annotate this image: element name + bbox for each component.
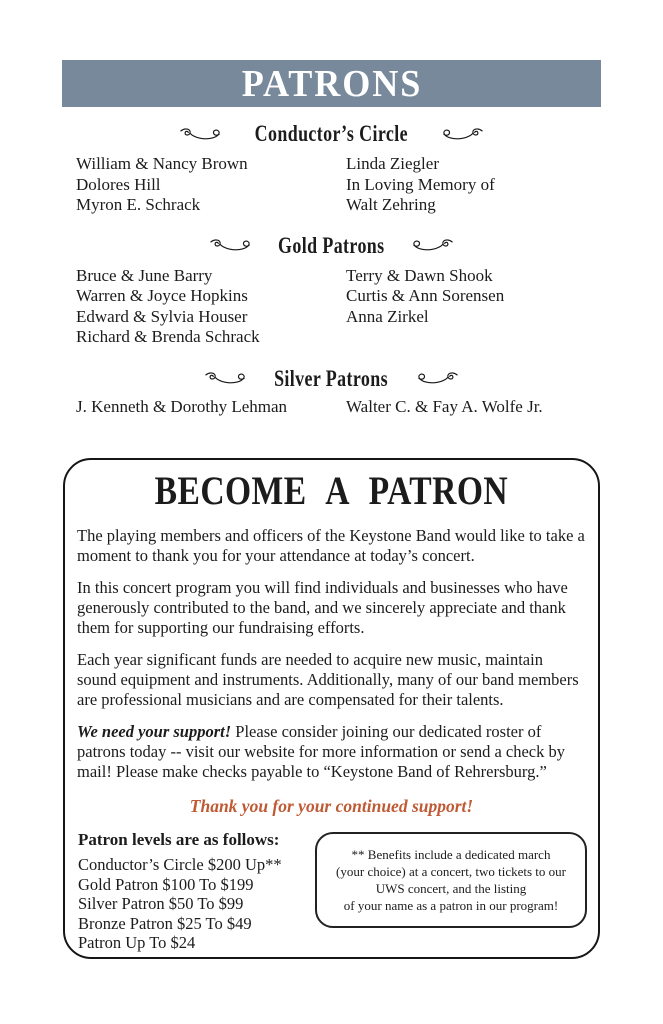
section-heading-gold-patrons — [0, 231, 663, 261]
page-title: PATRONS — [241, 62, 422, 105]
support-lead: We need your support! — [77, 722, 232, 741]
patron-name: Linda Ziegler — [346, 154, 439, 173]
become-a-patron-title-row — [76, 468, 587, 514]
names-column-right — [346, 154, 495, 216]
patron-name: William & Nancy Brown — [76, 154, 248, 173]
benefits-line: ** Benefits include a dedicated march — [351, 847, 551, 862]
section-heading-conductors-circle — [0, 119, 663, 149]
patron-name: Edward & Sylvia Houser — [76, 306, 248, 326]
gold-patrons-names — [76, 266, 663, 348]
patron-name: Walter C. & Fay A. Wolfe Jr. — [346, 396, 543, 416]
support-rest: Please consider joining our dedicated roster of patrons today -- visit our website for more information or send a check by mail! Please make checks payable to “Keystone Band of Rehrersburg.” — [77, 722, 565, 781]
section-title-conductors-circle: Conductor’s Circle — [254, 121, 409, 146]
patron-level-item: Gold Patron $100 To $199 — [78, 874, 254, 894]
flourish-right-icon — [440, 127, 484, 142]
levels-and-benefits-row — [76, 830, 587, 953]
become-a-patron-box — [63, 458, 600, 959]
funds-paragraph: Each year significant funds are needed to acquire new music, maintain sound equipment and instruments. Additionally, many of our band members are professional musicians and are compensated for their talents. — [77, 650, 579, 709]
patron-name: Richard & Brenda Schrack — [76, 327, 260, 346]
patron-name: Walt Zehring — [346, 195, 436, 214]
flourish-right-icon — [415, 371, 459, 386]
patron-name: Warren & Joyce Hopkins — [76, 286, 248, 305]
benefits-note-box — [315, 832, 587, 928]
patron-name: Curtis & Ann Sorensen — [346, 286, 505, 305]
section-title-gold-patrons: Gold Patrons — [278, 232, 385, 258]
benefits-line: of your name as a patron in our program! — [343, 898, 559, 913]
names-column-left — [76, 154, 346, 216]
patron-level-item: Silver Patron $50 To $99 — [78, 894, 244, 913]
flourish-right-icon — [410, 238, 454, 253]
names-column-left — [76, 397, 346, 418]
thank-you-line: Thank you for your continued support! — [189, 796, 474, 816]
names-column-right — [346, 397, 543, 418]
patron-name: Terry & Dawn Shook — [346, 265, 493, 285]
conductors-circle-names — [76, 154, 663, 216]
benefits-line: UWS concert, and the listing — [375, 881, 527, 896]
names-column-right — [346, 266, 504, 348]
flourish-left-icon — [179, 127, 223, 142]
patron-level-item: Patron Up To $24 — [78, 933, 196, 952]
patron-level-item: Conductor’s Circle $200 Up** — [78, 855, 282, 874]
program-paragraph: In this concert program you will find individuals and businesses who have generously contributed to the band, and we sincerely appreciate and thank them for supporting our fundraising efforts. — [77, 578, 568, 637]
patron-name: Dolores Hill — [76, 174, 161, 194]
silver-patrons-names — [76, 397, 663, 418]
patron-level-item: Bronze Patron $25 To $49 — [78, 913, 252, 933]
patron-name: Anna Zirkel — [346, 306, 429, 326]
patron-name: Myron E. Schrack — [76, 195, 201, 214]
section-title-silver-patrons: Silver Patrons — [274, 365, 389, 391]
flourish-left-icon — [209, 238, 253, 253]
section-heading-silver-patrons — [0, 364, 663, 394]
patron-name: Bruce & June Barry — [76, 265, 213, 285]
names-column-left — [76, 266, 346, 348]
patron-name: J. Kenneth & Dorothy Lehman — [76, 396, 288, 416]
intro-paragraph: The playing members and officers of the Keystone Band would like to take a moment to thank you for your attendance at today’s concert. — [77, 526, 585, 565]
patron-name: In Loving Memory of — [346, 174, 495, 194]
become-a-patron-title: BECOME A PATRON — [154, 468, 509, 513]
support-paragraph — [77, 722, 586, 782]
flourish-left-icon — [204, 371, 248, 386]
page-title-band — [62, 60, 601, 107]
patron-levels — [76, 830, 282, 953]
benefits-line: (your choice) at a concert, two tickets to our — [336, 864, 566, 879]
patron-levels-heading: Patron levels are as follows: — [78, 830, 280, 849]
